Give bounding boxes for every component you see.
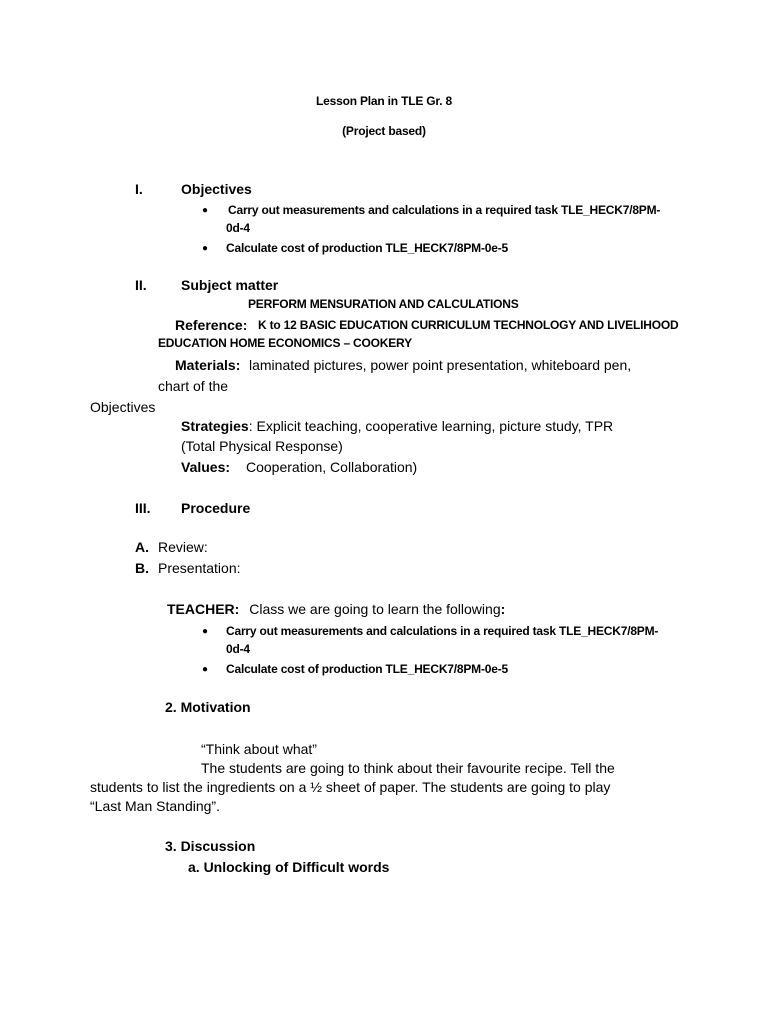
objective-item-2: Calculate cost of production TLE_HECK7/8PM-0e-5: [226, 241, 508, 255]
values-text: Cooperation, Collaboration): [246, 459, 418, 475]
objective-item-1: Carry out measurements and calculations in a required task TLE_HECK7/8PM-: [228, 203, 661, 217]
materials-label: Materials:: [175, 357, 241, 373]
strategies-text-cont: (Total Physical Response): [181, 438, 343, 454]
teacher-line: [167, 601, 505, 617]
materials-text: laminated pictures, power point presentation, whiteboard pen,: [249, 357, 632, 373]
motivation-text-cont: students to list the ingredients on a ½ sheet of paper. The students are going to play: [90, 779, 611, 795]
discussion-subheading: a. Unlocking of Difficult words: [188, 859, 390, 875]
presentation-letter: B.: [135, 560, 149, 576]
objective-item-1-cont: 0d-4: [226, 221, 250, 235]
strategies-line: [181, 418, 613, 434]
materials-text-cont2: Objectives: [90, 399, 156, 415]
motivation-heading: 2. Motivation: [165, 699, 251, 715]
subject-topic: PERFORM MENSURATION AND CALCULATIONS: [248, 297, 519, 311]
document-subtitle: (Project based): [342, 124, 426, 138]
section-2-numeral: II.: [135, 277, 147, 293]
values-label: Values:: [181, 459, 231, 475]
section-3-numeral: III.: [135, 500, 151, 516]
teacher-label: TEACHER:: [167, 601, 240, 617]
motivation-quote: “Think about what”: [201, 741, 317, 757]
bullet-icon: ●: [202, 205, 209, 216]
reference-text: K to 12 BASIC EDUCATION CURRICULUM TECHNOLOGY AND LIVELIHOOD: [258, 318, 679, 332]
section-3-heading: Procedure: [181, 500, 251, 516]
reference-text-cont: EDUCATION HOME ECONOMICS – COOKERY: [158, 336, 412, 350]
teacher-item-1-cont: 0d-4: [226, 642, 250, 656]
teacher-item-2: Calculate cost of production TLE_HECK7/8PM-0e-5: [226, 662, 508, 676]
review-text: Review:: [158, 539, 208, 555]
bullet-icon: ●: [202, 664, 209, 675]
section-1-numeral: I.: [135, 181, 143, 197]
bullet-icon: ●: [202, 243, 209, 254]
document-title: Lesson Plan in TLE Gr. 8: [316, 94, 452, 108]
strategies-text: : Explicit teaching, cooperative learning, picture study, TPR: [248, 418, 614, 434]
discussion-heading: 3. Discussion: [165, 838, 256, 854]
materials-text-cont: chart of the: [158, 378, 229, 394]
bullet-icon: ●: [202, 626, 209, 637]
teacher-item-1: Carry out measurements and calculations in a required task TLE_HECK7/8PM-: [226, 624, 659, 638]
section-2-heading: Subject matter: [181, 277, 279, 293]
motivation-text: The students are going to think about their favourite recipe. Tell the: [201, 760, 615, 776]
presentation-text: Presentation:: [158, 560, 241, 576]
teacher-text: Class we are going to learn the following: [249, 601, 501, 617]
strategies-label: Strategies: [181, 418, 249, 434]
teacher-colon: :: [500, 601, 506, 617]
motivation-text-cont2: “Last Man Standing”.: [90, 798, 220, 814]
reference-label: Reference:: [175, 317, 248, 333]
review-letter: A.: [135, 539, 149, 555]
section-1-heading: Objectives: [181, 181, 252, 197]
